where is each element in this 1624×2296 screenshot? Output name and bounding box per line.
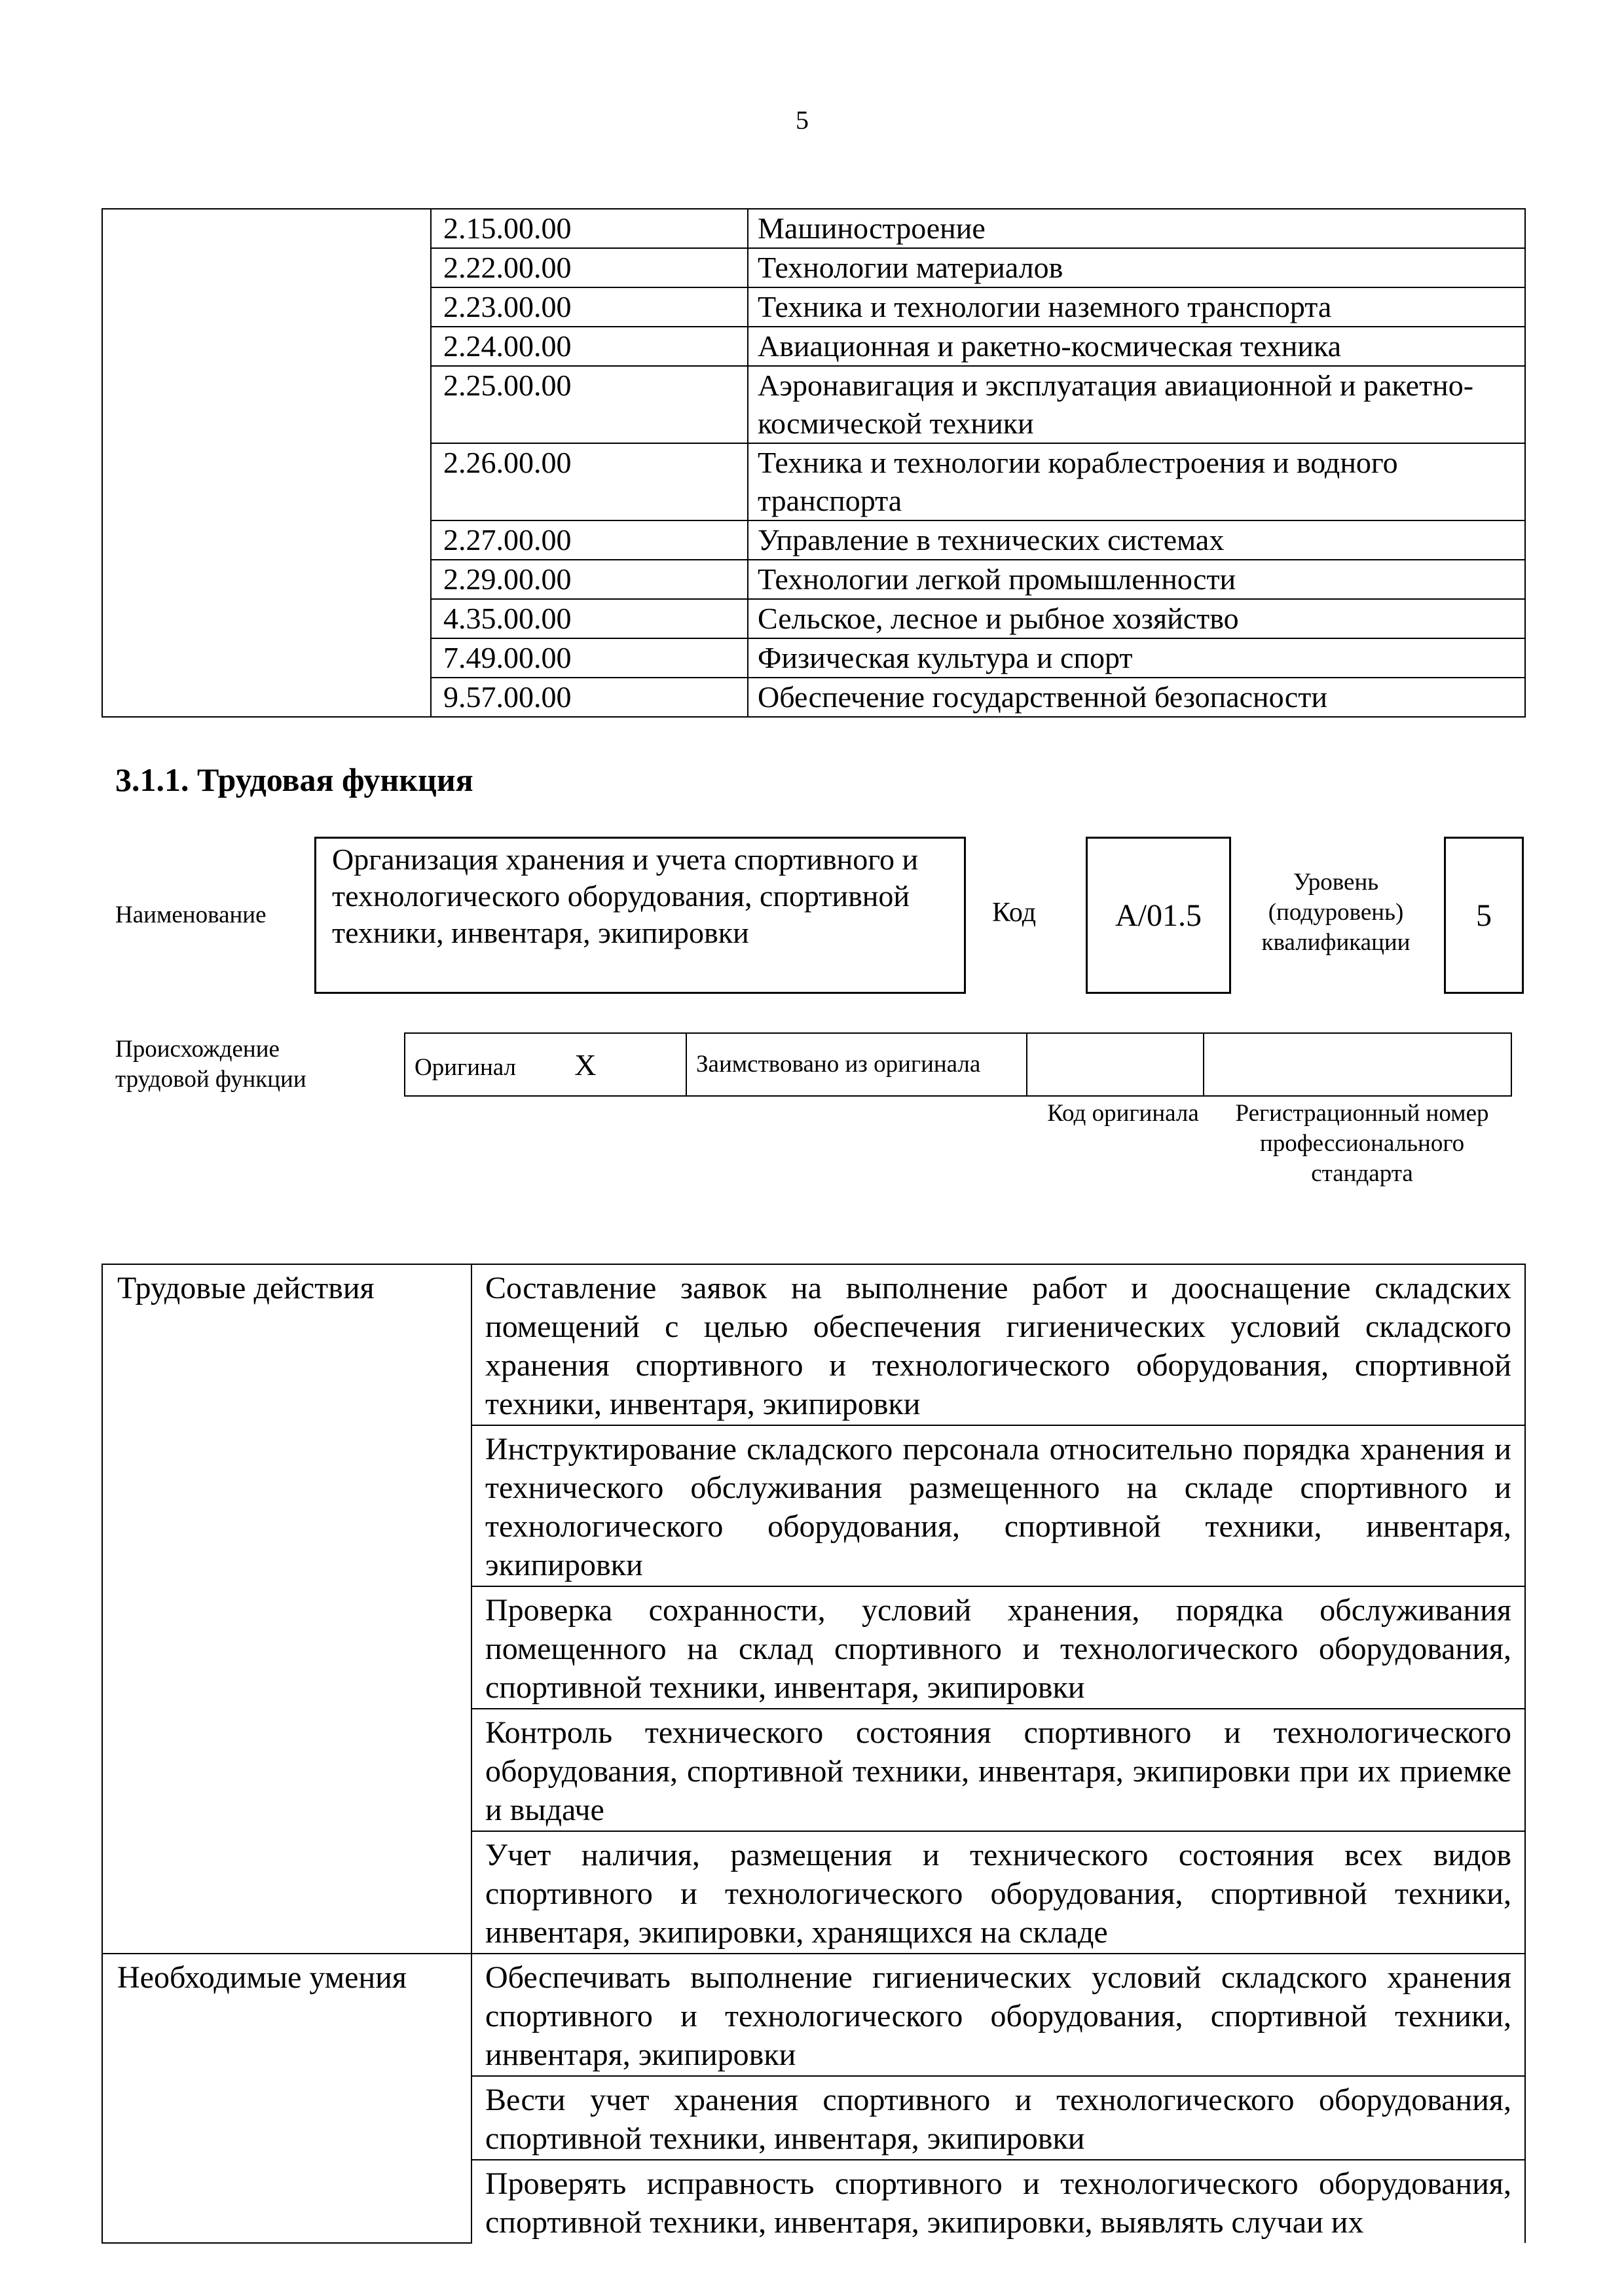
original-mark: X [574, 1048, 597, 1082]
function-name-value: Организация хранения и учета спортивного и технологического оборудования, спортивной техники, инвентаря, экипировки [314, 837, 966, 994]
specialty-name: Обеспечение государственной безопасности [748, 678, 1525, 717]
specialty-code: 2.27.00.00 [431, 520, 748, 560]
skill-item: Проверять исправность спортивного и технологического оборудования, спортивной техники, инвентаря, экипировки, выявлять случаи их [471, 2160, 1525, 2243]
code-label: Код [992, 898, 1037, 928]
registration-number-cell [1204, 1033, 1511, 1096]
code-original-caption: Код оригинала [1047, 1100, 1199, 1127]
specialty-code: 2.25.00.00 [431, 366, 748, 443]
specialty-code: 7.49.00.00 [431, 638, 748, 678]
level-label: Уровень (подуровень) квалификации [1261, 869, 1411, 956]
specialty-name: Управление в технических системах [748, 520, 1525, 560]
specialty-name: Сельское, лесное и рыбное хозяйство [748, 599, 1525, 638]
labor-action-item: Учет наличия, размещения и технического состояния всех видов спортивного и технологического оборудования, спортивной техники, инвентаря, экипировки, хранящихся на складе [471, 1831, 1525, 1954]
table-row [102, 1264, 1525, 1425]
specialty-code: 2.26.00.00 [431, 443, 748, 520]
name-label: Наименование [115, 902, 267, 928]
specialty-name: Аэронавигация и эксплуатация авиационной и ракетно-космической техники [748, 366, 1525, 443]
level-value: 5 [1444, 837, 1524, 994]
origin-code-cell [1027, 1033, 1204, 1096]
labor-action-item: Проверка сохранности, условий хранения, порядка обслуживания помещенного на склад спортивного и технологического оборудования, спортивной техники, инвентаря, экипировки [471, 1586, 1525, 1709]
specialty-name: Технологии легкой промышленности [748, 560, 1525, 599]
specialty-name: Авиационная и ракетно-космическая техника [748, 327, 1525, 366]
blank-cell [102, 209, 431, 717]
origin-table [404, 1032, 1512, 1097]
code-row [102, 209, 1525, 248]
specialty-name: Машиностроение [748, 209, 1525, 248]
skill-item: Вести учет хранения спортивного и технологического оборудования, спортивной техники, инвентаря, экипировки [471, 2076, 1525, 2160]
original-cell [405, 1033, 686, 1096]
labor-table [101, 1264, 1526, 2244]
labor-actions-label: Трудовые действия [102, 1264, 471, 1954]
specialty-name: Технологии материалов [748, 248, 1525, 287]
specialty-name: Техника и технологии кораблестроения и водного транспорта [748, 443, 1525, 520]
labor-action-item: Контроль технического состояния спортивного и технологического оборудования, спортивной техники, инвентаря, экипировки при их приемке и выдаче [471, 1709, 1525, 1831]
specialty-code: 2.29.00.00 [431, 560, 748, 599]
specialty-code: 2.22.00.00 [431, 248, 748, 287]
specialty-name: Техника и технологии наземного транспорта [748, 287, 1525, 327]
specialty-name: Физическая культура и спорт [748, 638, 1525, 678]
skills-label: Необходимые умения [102, 1954, 471, 2243]
labor-action-item: Инструктирование складского персонала относительно порядка хранения и технического обслуживания размещенного на складе спортивного и технологического оборудования, спортивной техники, инвентаря, экипировки [471, 1425, 1525, 1586]
skill-item: Обеспечивать выполнение гигиенических условий складского хранения спортивного и технологического оборудования, спортивной техники, инвентаря, экипировки [471, 1954, 1525, 2076]
original-label: Оригинал [415, 1053, 517, 1081]
specialty-code: 2.23.00.00 [431, 287, 748, 327]
specialty-code: 9.57.00.00 [431, 678, 748, 717]
function-code-value: A/01.5 [1086, 837, 1231, 994]
borrowed-label: Заимствовано из оригинала [686, 1033, 1027, 1096]
registration-caption: Регистрационный номер профессионального стандарта [1235, 1100, 1489, 1187]
page-number: 5 [796, 105, 809, 135]
codes-table [101, 208, 1526, 718]
origin-label: Происхождение трудовой функции [115, 1036, 306, 1093]
table-row [102, 1954, 1525, 2076]
section-heading: 3.1.1. Трудовая функция [115, 761, 473, 798]
specialty-code: 2.15.00.00 [431, 209, 748, 248]
labor-action-item: Составление заявок на выполнение работ и дооснащение складских помещений с целью обеспечения гигиенических условий складского хранения спортивного и технологического оборудования, спортивной техники, инвентаря, экипировки [471, 1264, 1525, 1425]
specialty-code: 2.24.00.00 [431, 327, 748, 366]
specialty-code: 4.35.00.00 [431, 599, 748, 638]
